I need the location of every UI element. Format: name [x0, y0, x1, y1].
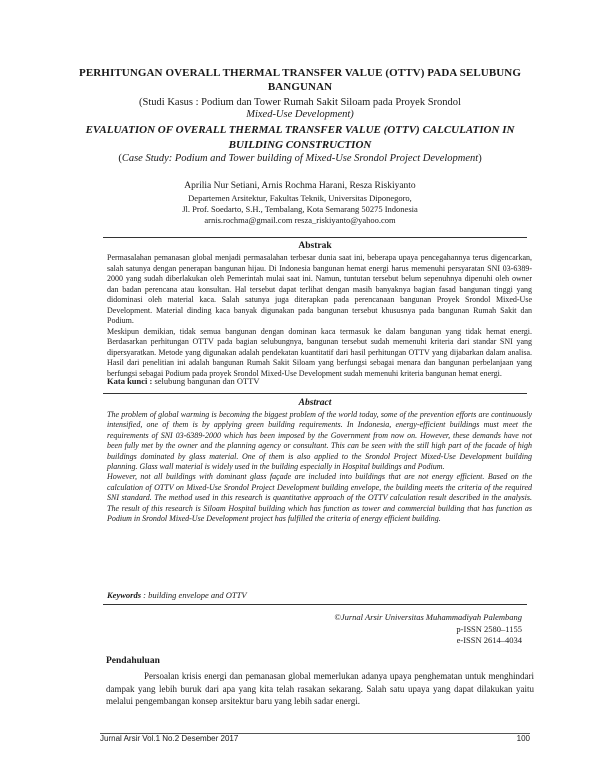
journal-info: [334, 612, 522, 647]
affiliation-address: Jl. Prof. Soedarto, S.H., Tembalang, Kota Semarang 50275 Indonesia: [182, 204, 418, 214]
title-indonesian: PERHITUNGAN OVERALL THERMAL TRANSFER VALUE (OTTV) PADA SELUBUNG BANGUNAN: [79, 67, 521, 93]
abstrak-heading: Abstrak: [298, 241, 332, 251]
p-issn: p-ISSN 2580–1155: [456, 623, 522, 634]
divider: [103, 237, 527, 238]
abstract-paragraph: The problem of global warming is becoming the biggest problem of the world today, some of the prevention efforts are continuously intensified, one of them is by applying green building requirements. In Indonesia, energy-efficient buildings must meet the requirements of SNI 03-6389-2000 which has been imposed by the Government from now on. However, these demands have not been fully met by the owner and the planning agency or consultant. This can be seen with the still high part of the facade of high buildings dominated by glass material. One of them is also applied to the Srondol Project Mixed-Use Development building planning. Glass wall material is widely used in the building especially in Hospital buildings and Podium.: [107, 410, 532, 472]
abstrak-paragraph: Permasalahan pemanasan global menjadi permasalahan terbesar dunia saat ini, beberapa upaya pencegahannya terus digencarkan, salah satunya dengan penerapan bangunan hijau. Di Indonesia bangunan hemat energi harus memenuhi persyaratan SNI 03-6389-2000 yang sudah diberlakukan oleh Pemerintah mulai saat ini. Namun, tuntutan tersebut belum sepenuhnya dipenuhi oleh owner dan badan perencana atau konsultan. Hal tersebut dapat terlihat dengan masih banyaknya bagian fasad bangunan tinggi yang didominasi oleh material kaca. Salah satunya juga diterapkan pada perencanaan bangunan Proyek Srondol Mixed-Use Development. Material dinding kaca banyak digunakan pada bangunan tersebut khususnya pada bangunan Rumah Sakit dan Podium.: [107, 253, 532, 326]
kata-kunci: Kata kunci : selubung bangunan dan OTTV: [107, 376, 260, 386]
page-number: 100: [516, 734, 530, 743]
divider: [103, 604, 527, 605]
author-emails: arnis.rochma@gmail.com resza_riskiyanto@yahoo.com: [204, 215, 396, 225]
section-heading-pendahuluan: Pendahuluan: [106, 656, 160, 666]
affiliation: [60, 193, 540, 226]
intro-paragraph: Persoalan krisis energi dan pemanasan global memerlukan adanya upaya penghematan untuk menghindari dampak yang lebih buruk dari apa yang kita telah rasakan sekarang. Salah satu upaya yang dapat dilakukan yaitu melalui pengembangan konsep arsitektur baru yang lebih sadar energi.: [106, 671, 534, 706]
abstract-body: [107, 410, 532, 524]
abstrak-paragraph: Meskipun demikian, tidak semua bangunan dengan dominan kaca termasuk ke dalam bangunan yang tidak hemat energi. Berdasarkan perhitungan OTTV pada bagian selubungnya, bangunan tersebut sudah memenuhi kriteria dari standar SNI yang dipersyaratkan. Metode yang digunakan adalah pendekatan kuantitatif dari hasil perhitungan OTTV yang dijabarkan dalam analisa. Hasil dari penelitian ini adalah bangunan Rumah Sakit Siloam yang berfungsi sebagai menara dan bangunan perbelanjaan yang berfungsi sebagai Podium pada proyek Srondol Mixed-Use Development sudah memenuhi kriteria bangunan hemat energi.: [107, 326, 532, 379]
abstract-heading: Abstract: [298, 398, 332, 408]
keywords: Keywords : building envelope and OTTV: [107, 590, 247, 600]
e-issn: e-ISSN 2614–4034: [456, 635, 522, 645]
abstrak-body: [107, 253, 532, 380]
subtitle-indonesian: (Studi Kasus : Podium dan Tower Rumah Sakit Siloam pada Proyek Srondol: [139, 97, 461, 108]
footer-journal: Jurnal Arsir Vol.1 No.2 Desember 2017: [100, 734, 239, 743]
abstract-paragraph: However, not all buildings with dominant glass façade are included into buildings that are not energy efficient. Based on the calculation of OTTV on Mixed-Use Srondol Project Development building envelope, the building meets the criteria of the required SNI standard. The method used in this research is quantitative approach of the OTTV calculation result described in the analysis. The result of this research is Siloam Hospital building which has function as tower and commercial building that has function as Podium in Srondol Mixed-Use Development project has fulfilled the criteria of energy efficient building.: [107, 472, 532, 524]
divider: [103, 393, 527, 394]
author-list: Aprilia Nur Setiani, Arnis Rochma Harani, Resza Riskiyanto: [184, 181, 416, 191]
subtitle-english: (Case Study: Podium and Tower building of Mixed-Use Srondol Project Development): [118, 153, 482, 164]
journal-copyright: ©Jurnal Arsir Universitas Muhammadiyah Palembang: [334, 612, 522, 622]
title-english: EVALUATION OF OVERALL THERMAL TRANSFER VALUE (OTTV) CALCULATION IN BUILDING CONSTRUCTION: [85, 124, 515, 151]
subtitle-indonesian-line2: Mixed-Use Development): [246, 109, 354, 120]
affiliation-department: Departemen Arsitektur, Fakultas Teknik, Universitas Diponegoro,: [188, 193, 412, 203]
